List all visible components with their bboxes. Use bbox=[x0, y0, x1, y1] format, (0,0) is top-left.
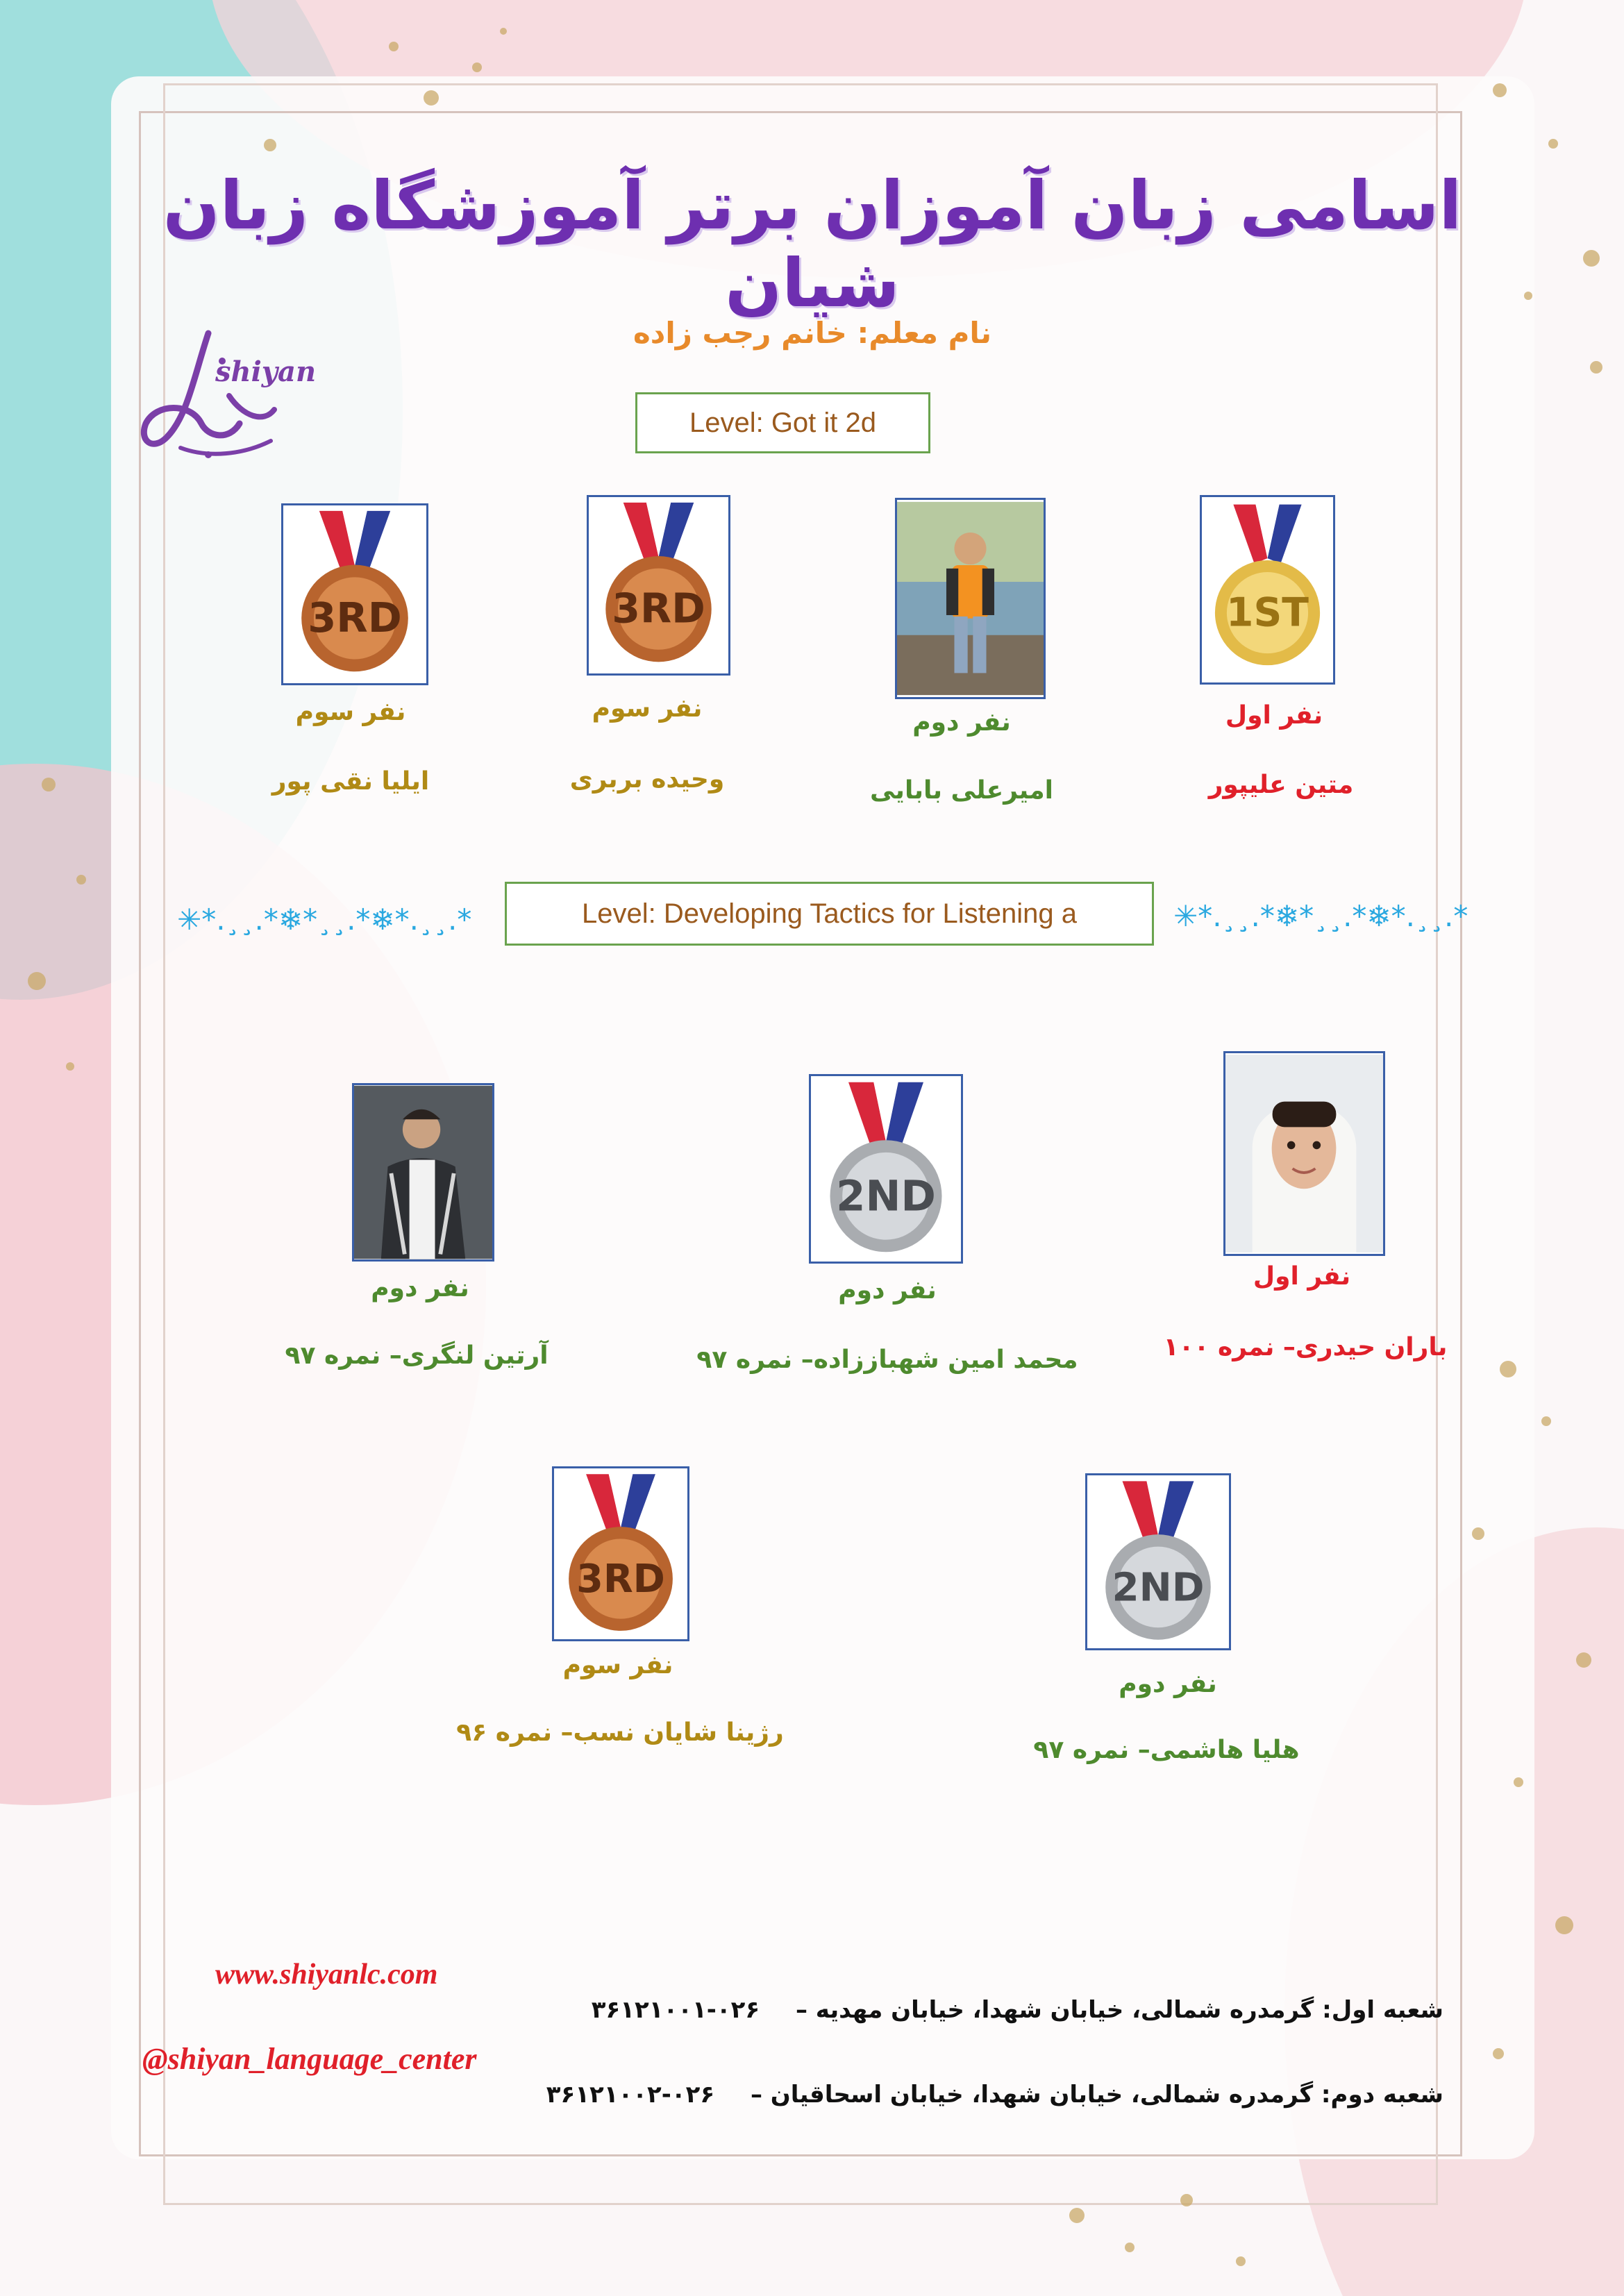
student-photo-card bbox=[1223, 1051, 1385, 1256]
student-photo-girl-white-scarf bbox=[1225, 1053, 1383, 1254]
svg-text:3RD: 3RD bbox=[612, 585, 705, 632]
gold-sparkle bbox=[1576, 1652, 1591, 1668]
svg-text:1ST: 1ST bbox=[1226, 589, 1309, 636]
gold-sparkle bbox=[1541, 1416, 1551, 1426]
gold-sparkle bbox=[1555, 1916, 1573, 1934]
medal-card-3rd bbox=[587, 495, 730, 676]
snowflake-decoration-left: ✳*.¸¸.*❄*¸¸.*❄*.¸¸.* bbox=[177, 903, 472, 937]
medal-card-3rd bbox=[552, 1466, 689, 1641]
snowflake-decoration-right: ✳*.¸¸.*❄*¸¸.*❄*.¸¸.* bbox=[1173, 899, 1468, 933]
student-name: وحیده بربری bbox=[569, 765, 725, 794]
gold-sparkle bbox=[1524, 292, 1532, 300]
branch-1-phone: ۰۲۶-۳۶۱۲۱۰۰۱ bbox=[591, 1996, 760, 2024]
gold-sparkle bbox=[1500, 1361, 1516, 1377]
teacher-label: نام معلم: خانم رجب زاده bbox=[633, 316, 991, 350]
branch-2-address bbox=[546, 2081, 1443, 2109]
gold-sparkle bbox=[500, 28, 507, 35]
student-photo-boy-plaid-shirt bbox=[354, 1085, 492, 1259]
student-name: باران حیدری– نمره ۱۰۰ bbox=[1163, 1333, 1448, 1361]
gold-sparkle bbox=[1236, 2256, 1246, 2266]
silver-medal-2nd-icon bbox=[1087, 1475, 1229, 1648]
branch-2-text: شعبه دوم: گرمدره شمالی، خیابان شهدا، خیابان اسحاقیان – bbox=[750, 2081, 1443, 2109]
student-photo-card bbox=[352, 1083, 494, 1262]
gold-sparkle bbox=[28, 972, 46, 990]
logo-calligraphy-icon bbox=[125, 319, 299, 465]
gold-sparkle bbox=[1472, 1527, 1484, 1540]
branch-2-phone: ۰۲۶-۳۶۱۲۱۰۰۲ bbox=[546, 2081, 715, 2109]
student-name: ایلیا نقی پور bbox=[271, 767, 430, 796]
student-name: امیرعلی بابایی bbox=[870, 776, 1053, 805]
gold-sparkle bbox=[1493, 2048, 1504, 2059]
branch-1-text: شعبه اول: گرمدره شمالی، خیابان شهدا، خیابان مهدیه – bbox=[795, 1996, 1443, 2024]
rank-label: نفر دوم bbox=[1119, 1670, 1217, 1698]
gold-sparkle bbox=[1069, 2208, 1085, 2223]
gold-sparkle bbox=[1590, 361, 1602, 374]
medal-card-2nd bbox=[809, 1074, 963, 1264]
medal-card-3rd bbox=[281, 503, 428, 685]
gold-sparkle bbox=[472, 62, 482, 72]
medal-card-2nd bbox=[1085, 1473, 1231, 1650]
student-photo-boy-orange-jacket bbox=[897, 500, 1044, 697]
gold-sparkle bbox=[424, 90, 439, 106]
rank-label: نفر دوم bbox=[838, 1276, 937, 1305]
student-name: متین علیپور bbox=[1208, 771, 1354, 799]
level-box-got-it: Level: Got it 2d bbox=[635, 392, 930, 453]
gold-sparkle bbox=[66, 1062, 74, 1071]
svg-text:3RD: 3RD bbox=[308, 594, 402, 642]
branch-1-address bbox=[592, 1996, 1443, 2024]
svg-text:2ND: 2ND bbox=[836, 1171, 936, 1221]
rank-label: نفر سوم bbox=[295, 698, 406, 726]
student-name: رژینا شایان نسب– نمره ۹۶ bbox=[456, 1718, 784, 1747]
shiyan-logo bbox=[125, 319, 317, 465]
rank-label: نفر دوم bbox=[912, 708, 1011, 737]
bronze-medal-3rd-icon bbox=[589, 497, 728, 673]
gold-sparkle bbox=[1514, 1777, 1523, 1787]
level-box-developing-tactics: Level: Developing Tactics for Listening a bbox=[505, 882, 1154, 946]
gold-medal-1st-icon bbox=[1202, 497, 1333, 682]
rank-label: نفر سوم bbox=[562, 1651, 673, 1679]
website-link[interactable]: www.shiyanlc.com bbox=[215, 1959, 438, 1991]
bronze-medal-3rd-icon bbox=[554, 1468, 687, 1639]
logo-text: shiyan bbox=[215, 355, 317, 388]
gold-sparkle bbox=[1493, 83, 1507, 97]
gold-sparkle bbox=[42, 778, 56, 791]
gold-sparkle bbox=[264, 139, 276, 151]
rank-label: نفر اول bbox=[1253, 1262, 1351, 1291]
rank-label: نفر سوم bbox=[592, 694, 703, 723]
student-name: محمد امین شهباززاده– نمره ۹۷ bbox=[696, 1346, 1078, 1374]
gold-sparkle bbox=[1548, 139, 1558, 149]
svg-text:2ND: 2ND bbox=[1112, 1565, 1205, 1611]
gold-sparkle bbox=[1180, 2194, 1193, 2206]
gold-sparkle bbox=[1125, 2243, 1135, 2252]
silver-medal-2nd-icon bbox=[811, 1076, 961, 1262]
medal-card-1st bbox=[1200, 495, 1335, 685]
rank-label: نفر اول bbox=[1225, 701, 1323, 730]
page-title: اسامی زبان آموزان برتر آموزشگاه زبان شیان bbox=[162, 167, 1462, 322]
gold-sparkle bbox=[389, 42, 399, 51]
student-name: هلیا هاشمی– نمره ۹۷ bbox=[1033, 1736, 1300, 1764]
bronze-medal-3rd-icon bbox=[283, 505, 426, 683]
student-photo-card bbox=[895, 498, 1046, 699]
instagram-handle[interactable]: @shiyan_language_center bbox=[142, 2042, 477, 2076]
svg-text:3RD: 3RD bbox=[576, 1557, 665, 1602]
gold-sparkle bbox=[1583, 250, 1600, 267]
gold-sparkle bbox=[76, 875, 86, 885]
student-name: آرتین لنگری– نمره ۹۷ bbox=[285, 1341, 549, 1370]
rank-label: نفر دوم bbox=[371, 1274, 469, 1302]
